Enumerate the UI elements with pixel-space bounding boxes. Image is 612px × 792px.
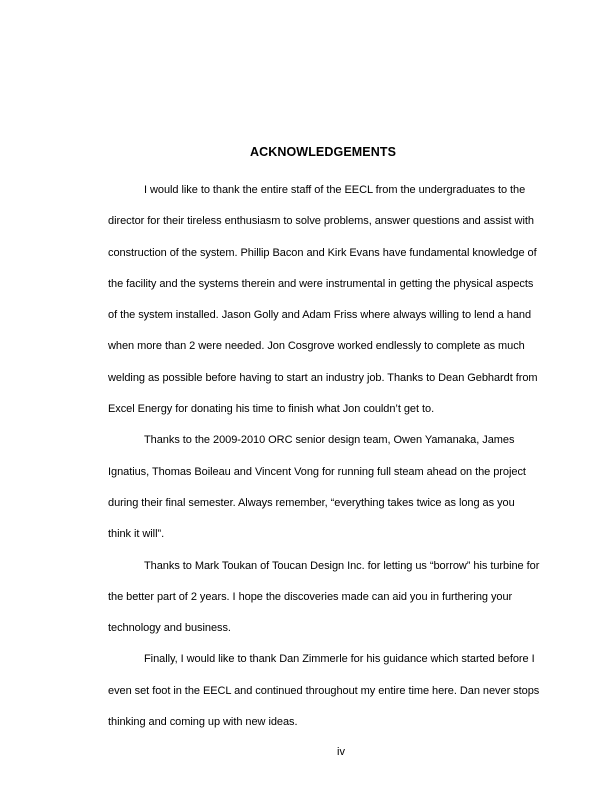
paragraph-design-team-thanks: Thanks to the 2009-2010 ORC senior design team, Owen Yamanaka, James Ignatius, Thomas Boileau and Vincent Vong for running full steam ahead on the project during their final semester. Always remember, “everything takes twice as long as you think it will”.: [108, 434, 526, 541]
page-title: ACKNOWLEDGEMENTS: [249, 145, 397, 159]
paragraph-turbine-thanks: Thanks to Mark Toukan of Toucan Design Inc. for letting us “borrow” his turbine for the better part of 2 years. I hope the discoveries made can aid you in furthering your technology and business.: [108, 559, 540, 635]
paragraph-advisor-thanks: Finally, I would like to thank Dan Zimmerle for his guidance which started before I even set foot in the EECL and continued throughout my entire time here. Dan never stops thinking and coming up with new ideas.: [108, 653, 540, 729]
paragraph-staff-thanks: I would like to thank the entire staff of the EECL from the undergraduates to the director for their tireless enthusiasm to solve problems, answer questions and assist with construction of the system. Phillip Bacon and Kirk Evans have fundamental knowledge of the facility and the systems therein and were instrumental in getting the physical aspects of the system installed. Jason Golly and Adam Friss where always willing to lend a hand when more than 2 were needed. Jon Cosgrove worked endlessly to complete as much welding as possible before having to start an industry job. Thanks to Dean Gebhardt from Excel Energy for donating his time to finish what Jon couldn’t get to.: [108, 184, 538, 416]
page-number: iv: [337, 746, 345, 758]
acknowledgements-body: [108, 175, 540, 738]
